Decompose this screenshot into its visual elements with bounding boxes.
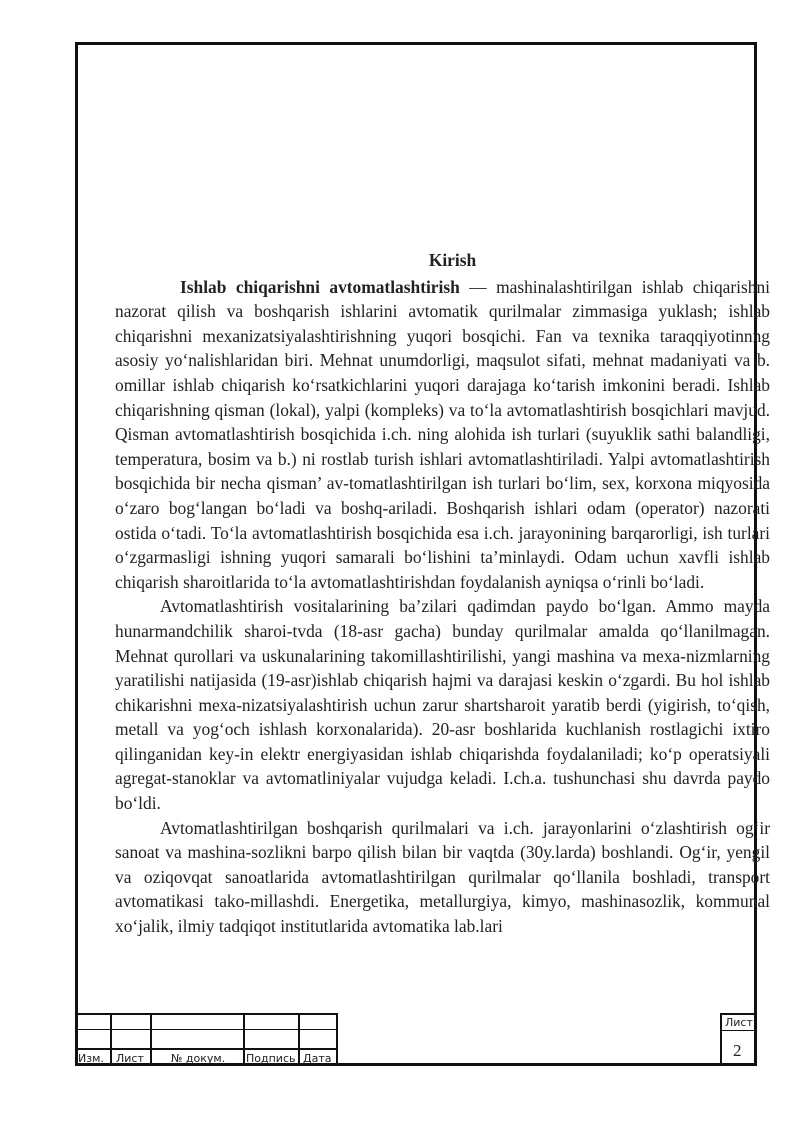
paragraph-3: Avtomatlashtirilgan boshqarish qurilmalari va i.ch. jarayonlarini oʻzlashtirish ogʻir sanoat va mashina-sozlikni barpo qilish bilan bir vaqtda (30y.larda) boshlandi. Ogʻir, yengil va oziqovqat sanoatlarida avtomatlashtirilgan qurilmalar qoʻllanila boshladi, transport avtomatikasi tako-millashdi. Energetika, metallurgiya, kimyo, mashinasozlik, kommunal xoʻjalik, ilmiy tadqiqot institutlarida avtomatika lab.lari bbox=[115, 817, 770, 937]
stamp-col-doc: № докум. bbox=[171, 1052, 226, 1065]
stamp-sheet-number: 2 bbox=[733, 1041, 742, 1060]
stamp-line bbox=[720, 1013, 757, 1015]
stamp-line bbox=[336, 1013, 338, 1066]
stamp-col-izm: Изм. bbox=[78, 1052, 104, 1065]
paragraph-1-text: — mashinalashtirilgan ishlab chiqarishni nazorat qilish va boshqarish ishlarini avtomatik qurilmalar zimmasiga yuklash; ishlab chiqarishni mexanizatsiyalashtirishning yuqori bosqichi. Fan va texnika taraqqiyotinnng asosiy yoʻnalishlaridan biri. Mehnat unumdorligi, maqsulot sifati, mehnat madaniyati va b. omillar ishlab chiqarish koʻrsatkichlarini yuqori darajaga koʻtarish imkonini beradi. Ishlab chiqarishning qisman (lokal), yalpi (kompleks) va toʻla avtomatlashtirish bosqichlari mavjud. Qisman avtomatlashtirish bosqichida i.ch. ning alohida ish turlari (suyuklik sathi balandligi, temperatura, bosim va b.) ni rostlab turish ishlari avtomatlashtiriladi. Yalpi avtomatlashtirish bosqichida bir necha qisman’ av-tomatlashtirilgan ish turlari boʻlim, sex, korxona miqyosida oʻzaro bogʻlangan boʻladi va boshq-ariladi. Boshqarish ishlari odam (operator) nazorati ostida oʻtadi. Toʻla avtomatlashtirish bosqichida esa i.ch. jarayonining barqarorligi, ish turlari oʻzgarmasligi ishning yuqori samarali boʻlishini ta’minlaydi. Odam uchun xavfli ishlab chiqarish sharoitlarida toʻla avtomatlashtirishdan foydalanish ayniqsa oʻrinli boʻladi. bbox=[115, 276, 770, 592]
stamp-line bbox=[243, 1013, 245, 1066]
stamp-line bbox=[720, 1013, 722, 1066]
stamp-col-sign: Подпись bbox=[246, 1052, 296, 1065]
stamp-col-list: Лист bbox=[116, 1052, 144, 1065]
document-title: Kirish bbox=[428, 250, 477, 270]
stamp-line bbox=[720, 1030, 757, 1031]
title-block-stamp bbox=[75, 1013, 757, 1066]
stamp-line bbox=[110, 1013, 112, 1066]
stamp-line bbox=[298, 1013, 300, 1066]
term-heading: Ishlab chiqarishni avtomatlashtirish bbox=[180, 276, 460, 297]
document-body bbox=[115, 248, 770, 939]
stamp-line bbox=[150, 1013, 152, 1066]
paragraph-2: Avtomatlashtirish vositalarining ba’zilari qadimdan paydo boʻlgan. Ammo mayda hunarmandchilik sharoi-tvda (18-asr gacha) bunday qurilmalar amalda qoʻllanilmagan. Mehnat qurollari va uskunalarining takomillashtirilishi, yangi mashina va mexa-nizmlarning yaratilishi natijasida (19-asr)ishlab chiqarish hajmi va darajasi keskin oʻzgardi. Bu hol ishlab chikarishni mexa-nizatsiyalashtirish uchun zarur shartsharoit yaratib berdi (yigirish, toʻqish, metall va yogʻoch ishlash korxonalarida). 20-asr boshlarida kuchlanish rostlagichi ixtiro qilinganidan key-in elektr energiyasidan ishlab chiqarishda foydalaniladi; koʻp operatsiyali agregat-stanoklar va avtomatliniyalar vujudga keladi. I.ch.a. tushunchasi shu davrda paydo boʻldi. bbox=[115, 596, 770, 814]
stamp-sheet-label: Лист bbox=[725, 1016, 753, 1029]
stamp-col-date: Дата bbox=[303, 1052, 332, 1065]
paragraph-1 bbox=[115, 275, 770, 595]
